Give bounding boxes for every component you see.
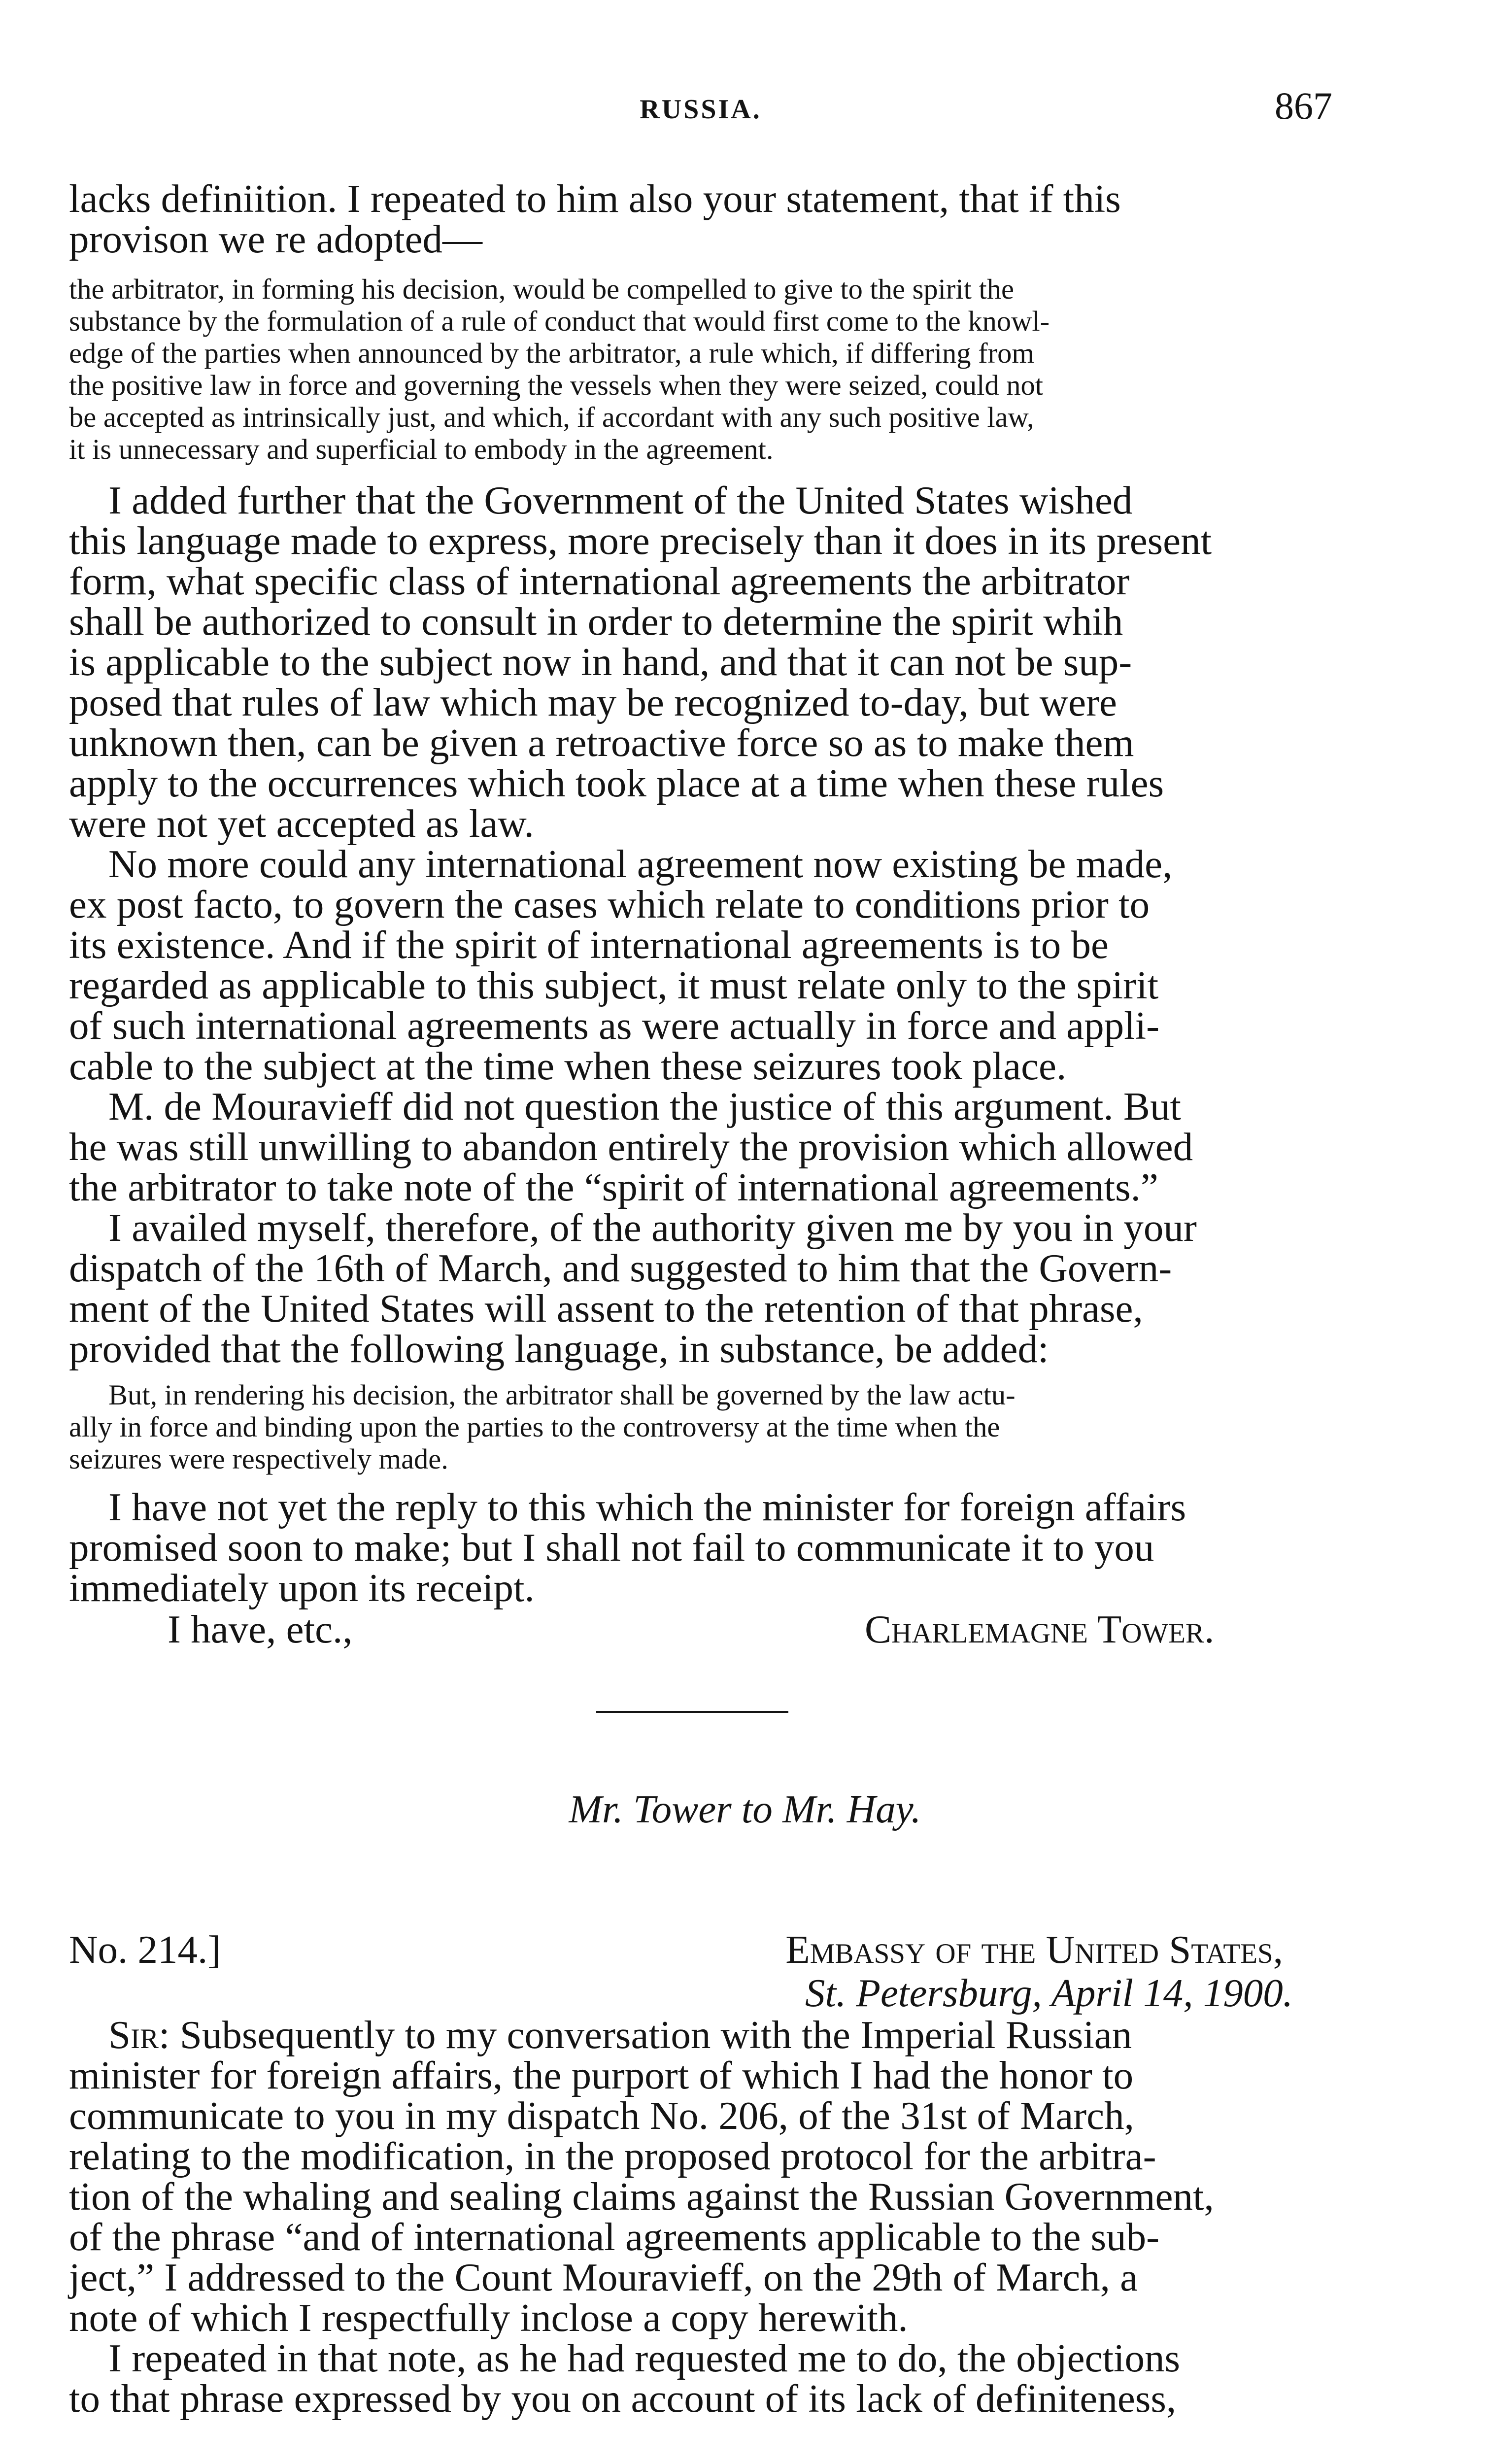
sender-place-date: St. Petersburg, April 14, 1900. bbox=[805, 1971, 1293, 2015]
block-quote-2: But, in rendering his decision, the arbitrator shall be governed by the law actu- ally in force and binding upon the parties to the controversy at the time when the seizures were respectively made. bbox=[69, 1379, 1016, 1475]
paragraph-2: I added further that the Government of the United States wished this language made to express, more precisely than it does in its present form, what specific class of international agreements the arbitrator shall be authorized to consult in order to determine the spirit whih is applicable to the subject now in hand, and that it can not be sup- posed that rules of law which may be recognized to-day, but were unknown then, can be given a retroactive force so as to make them apply to the occurrences which took place at a time when these rules were not yet accepted as law. bbox=[69, 478, 1212, 846]
block-quote-1: the arbitrator, in forming his decision, would be compelled to give to the spirit the substance by the formulation of a rule of conduct that would first come to the knowl- edge of the parties when announced by the arbitrator, a rule which, if differing from the positive law in force and governing the vessels when they were seized, could not be accepted as intrinsically just, and which, if accordant with any such positive law, it is unnecessary and superficial to embody in the agreement. bbox=[69, 273, 1050, 465]
paragraph-2b: I repeated in that note, as he had requested me to do, the objections to that phrase expressed by you on account of its lack of definiteness, bbox=[69, 2336, 1181, 2421]
section-1-text bbox=[69, 178, 1350, 1608]
page-number: 867 bbox=[1275, 84, 1332, 127]
salutation: Sir: bbox=[108, 2013, 170, 2057]
paragraph-6: I have not yet the reply to this which the minister for foreign affairs promised soon to make; but I shall not fail to communicate it to you immediately upon its receipt. bbox=[69, 1485, 1186, 1610]
section-divider bbox=[596, 1711, 788, 1713]
document-title: Mr. Tower to Mr. Hay. bbox=[569, 1787, 921, 1831]
running-title: RUSSIA. bbox=[640, 94, 762, 125]
paragraph-continuation: lacks definiition. I repeated to him also your statement, that if this provison we re adopted— bbox=[69, 176, 1121, 261]
signature: Charlemagne Tower. bbox=[865, 1607, 1215, 1651]
paragraph-1: Subsequently to my conversation with the Imperial Russian minister for foreign affairs, the purport of which I had the honor to communicate to you in my dispatch No. 206, of the 31st of March, relating to the modification, in the proposed protocol for the arbitra- tion of the whaling and sealing claims against the Russian Government, of the phrase “and of international agreements applicable to the sub- ject,” I addressed to the Count Mouravieff, on the 29th of March, a note of which I respectfully inclose a copy herewith. bbox=[69, 2013, 1214, 2340]
paragraph-3: No more could any international agreement now existing be made, ex post facto, to govern the cases which relate to conditions prior to its existence. And if the spirit of international agreements is to be regarded as applicable to this subject, it must relate only to the spirit of such international agreements as were actually in force and appli- cable to the subject at the time when these seizures took place. bbox=[69, 842, 1173, 1088]
paragraph-5: I availed myself, therefore, of the authority given me by you in your dispatch of the 16th of March, and suggested to him that the Govern- ment of the United States will assent to the retention of that phrase, provided that the following language, in substance, be added: bbox=[69, 1205, 1197, 1371]
section-2-text bbox=[69, 2015, 1350, 2419]
running-header bbox=[69, 74, 1332, 143]
document-number: No. 214.] bbox=[69, 1927, 221, 1972]
paragraph-4: M. de Mouravieff did not question the justice of this argument. But he was still unwilling to abandon entirely the provision which allowed the arbitrator to take note of the “spirit of international agreements.” bbox=[69, 1084, 1193, 1209]
closing-phrase: I have, etc., bbox=[168, 1607, 353, 1651]
sender-office: Embassy of the United States, bbox=[785, 1927, 1283, 1972]
